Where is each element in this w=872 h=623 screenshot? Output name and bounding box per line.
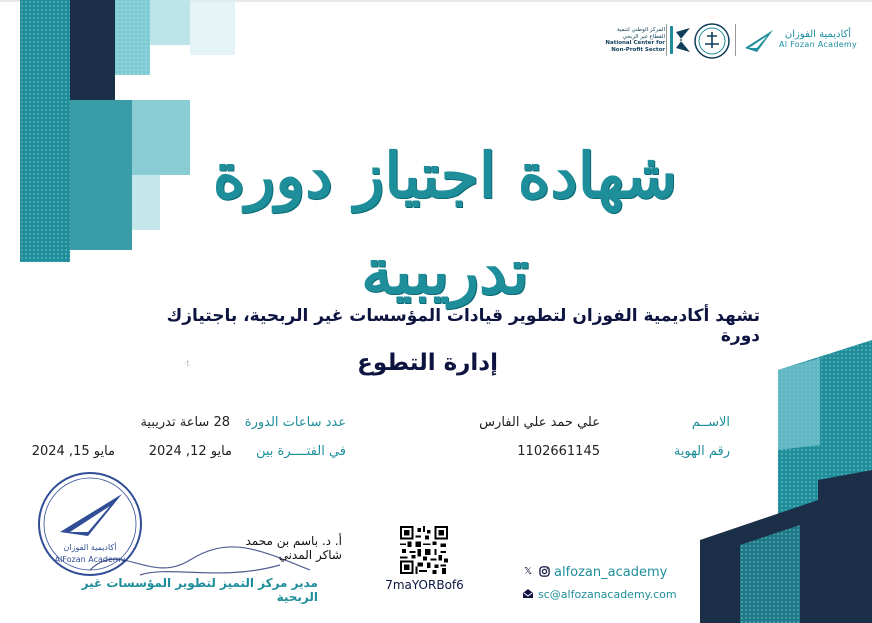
email-icon [522,588,534,600]
social-row [522,563,692,581]
ncnp-mark-icon [668,26,692,54]
contact-info [522,563,692,607]
certificate-intro: تشهد أكاديمية الفوزان لتطوير قيادات المؤسسات غير الربحية، باجتيازك دورة [166,306,760,346]
ncnp-logo-text [585,27,665,53]
name-label: الاســم [691,415,730,430]
alfozan-name-en: Al Fozan Academy [778,40,858,49]
stamp-text-en: AlFozan Academy [54,555,126,564]
ncnp-name-en-1: National Center for [605,40,665,46]
alfozan-name-ar: أكاديمية الفوزان [784,29,852,40]
logo-separator [666,24,667,56]
logo-separator [735,24,736,56]
decorative-stripes-right [700,340,872,623]
saudi-seal-icon [693,22,731,60]
name-value: علي حمد علي الفارس [479,415,600,430]
ncnp-name-en-2: Non-Profit Sector [611,46,665,53]
hours-value: 28 ساعة تدريبية [140,415,230,430]
id-label: رقم الهوية [673,444,730,459]
period-label: في الفتــــرة بين [255,444,346,459]
id-value: 1102661145 [517,444,600,459]
partner-logos [585,14,860,66]
ncnp-name-ar-1: المركز الوطني لتنمية [616,27,665,33]
course-name: إدارة التطوع [357,350,498,376]
email-address[interactable]: sc@alfozanacademy.com [538,587,677,601]
verification-code: 7maYORBof6 [385,578,464,592]
email-row [522,585,692,603]
alfozan-mark-icon [743,28,775,54]
certificate-title: شهادة اجتياز دورة تدريبية [212,139,678,308]
stamp-text-ar: أكاديمية الفوزان [63,543,117,552]
instagram-icon[interactable] [538,566,550,578]
signatory-role: مدير مركز التميز لتطوير المؤسسات غير الربحية [81,576,318,604]
qr-code[interactable] [400,526,448,574]
stray-mark: ·t [184,359,190,368]
signatory-name: أ. د. باسم بن محمد شاكر المدني [245,534,342,562]
end-date: مايو 15, 2024 [31,444,115,459]
alfozan-logo-text [775,29,861,49]
hours-label: عدد ساعات الدورة [244,415,346,430]
start-date: مايو 12, 2024 [148,444,232,459]
x-icon[interactable]: 𝕏 [523,566,533,577]
social-handle[interactable]: alfozan_academy [554,564,668,580]
ncnp-name-ar-2: القطاع غير الربحي [622,33,665,40]
